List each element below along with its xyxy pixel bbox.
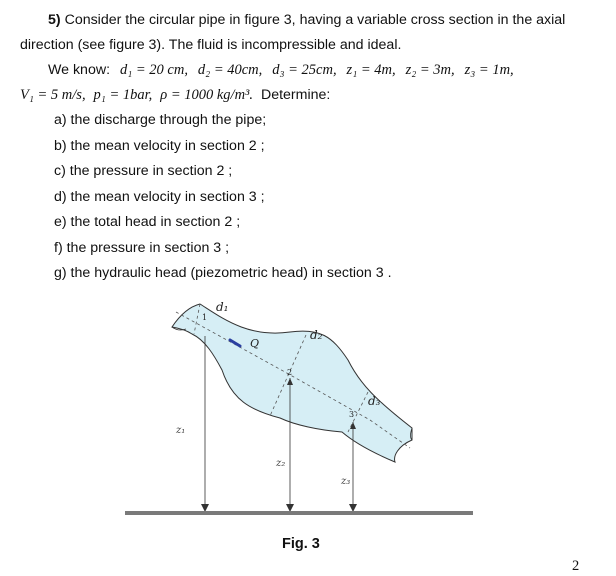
label-section-3: 3 — [349, 410, 355, 419]
label-d2: d₂ — [310, 328, 323, 342]
question-d: d) the mean velocity in section 3 ; — [54, 189, 265, 205]
known-rho: ρ = 1000 kg/m³. — [160, 87, 254, 103]
known-d3: d₃ = 25cm, — [272, 62, 337, 78]
label-z2: z₂ — [276, 458, 286, 469]
problem-number: 5) — [48, 12, 61, 28]
known-label: We know: — [48, 62, 111, 78]
label-d3: d₃ — [368, 394, 381, 408]
label-z1: z₁ — [176, 425, 186, 436]
question-f: f) the pressure in section 3 ; — [54, 240, 230, 256]
known-z2: z₂ = 3m, — [405, 62, 455, 78]
label-d1: d₁ — [216, 300, 229, 314]
known-z3: z₃ = 1m, — [464, 62, 514, 78]
determine-label: Determine: — [260, 87, 331, 103]
page-number: 2 — [572, 558, 580, 574]
question-b: b) the mean velocity in section 2 ; — [54, 138, 265, 154]
known-v1: V₁ = 5 m/s, — [20, 87, 86, 103]
question-e: e) the total head in section 2 ; — [54, 214, 241, 230]
label-section-1: 1 — [202, 313, 208, 322]
known-d2: d₂ = 40cm, — [197, 62, 263, 78]
question-c: c) the pressure in section 2 ; — [54, 163, 233, 179]
figure-caption: Fig. 3 — [282, 536, 320, 552]
known-p1: p₁ = 1bar, — [93, 87, 153, 103]
problem-intro-line2: direction (see figure 3). The fluid is incompressible and ideal. — [20, 37, 402, 53]
ground-line — [125, 511, 473, 515]
label-flow-q: Q — [250, 337, 260, 350]
known-z1: z₁ = 4m, — [346, 62, 396, 78]
intro-text-1: Consider the circular pipe in figure 3, having a variable cross section in the axial — [60, 12, 566, 28]
label-z3: z₃ — [341, 476, 351, 487]
question-a: a) the discharge through the pipe; — [54, 112, 267, 128]
label-section-2: 2 — [287, 368, 293, 377]
known-d1: d₁ = 20 cm, — [119, 62, 188, 78]
question-g: g) the hydraulic head (piezometric head) in section 3 . — [54, 265, 392, 281]
